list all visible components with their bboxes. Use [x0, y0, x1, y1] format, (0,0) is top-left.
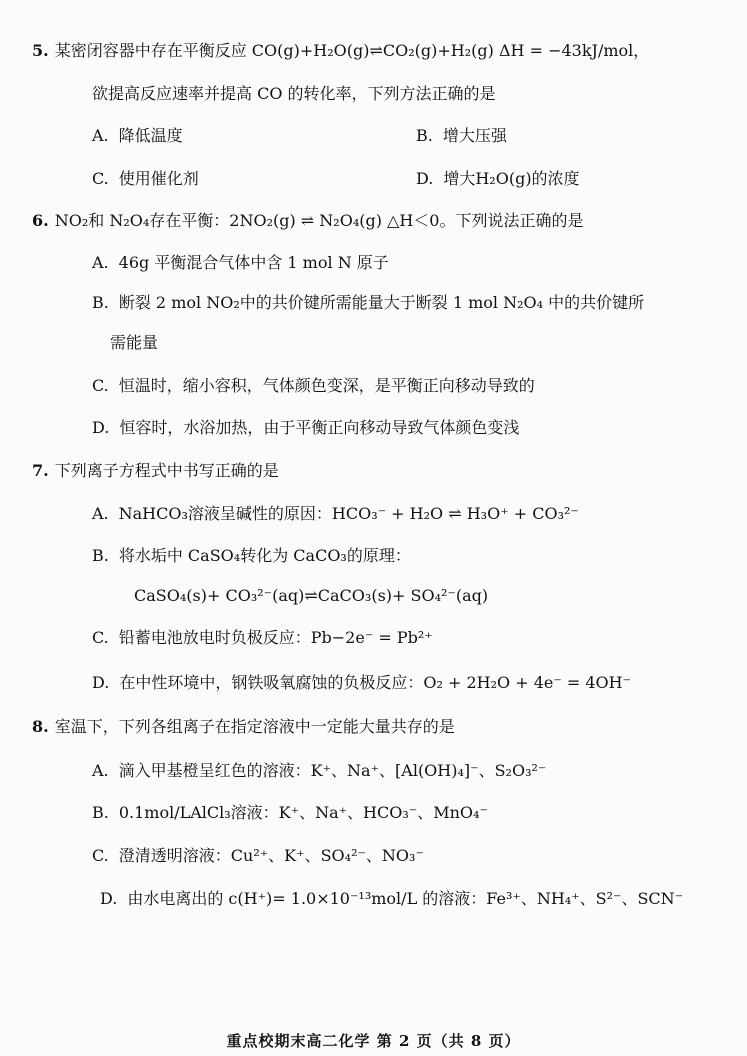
question-number: 6.	[32, 211, 49, 230]
stem-text: NO₂和 N₂O₄存在平衡：2NO₂(g) ⇌ N₂O₄(g) △H＜0。下列说法正确的是	[54, 211, 584, 230]
option-label: B.	[92, 293, 109, 312]
option-6b	[92, 292, 644, 314]
stem-text: 下列离子方程式中书写正确的是	[54, 461, 279, 480]
option-5b	[416, 125, 507, 147]
option-7c	[92, 627, 433, 649]
question-number: 8.	[32, 717, 49, 736]
option-label: C.	[92, 628, 109, 647]
option-6d	[92, 417, 519, 439]
option-label: C.	[92, 846, 109, 865]
option-label: D.	[100, 889, 118, 908]
option-8a	[92, 760, 546, 782]
option-label: C.	[92, 169, 109, 188]
option-6b-cont	[110, 332, 158, 354]
option-text: 46g 平衡混合气体中含 1 mol N 原子	[118, 253, 389, 272]
page-footer: 重点校期末高二化学 第 2 页（共 8 页）	[226, 1032, 521, 1050]
option-label: A.	[92, 126, 109, 145]
option-text: 断裂 2 mol NO₂中的共价键所需能量大于断裂 1 mol N₂O₄ 中的共价键所	[118, 293, 645, 312]
question-number: 5.	[32, 41, 49, 60]
option-text: 将水垢中 CaSO₄转化为 CaCO₃的原理：	[118, 546, 411, 565]
option-text: 铅蓄电池放电时负极反应：Pb−2e⁻ = Pb²⁺	[118, 628, 433, 647]
option-6c	[92, 375, 535, 397]
question-number: 7.	[32, 461, 49, 480]
option-label: D.	[92, 418, 110, 437]
option-text: 在中性环境中，钢铁吸氧腐蚀的负极反应：O₂ + 2H₂O + 4e⁻ = 4OH⁻	[119, 673, 632, 692]
option-text: 恒容时，水浴加热，由于平衡正向移动导致气体颜色变浅	[119, 418, 520, 437]
option-text: 0.1mol/LAlCl₃溶液：K⁺、Na⁺、HCO₃⁻、MnO₄⁻	[118, 803, 488, 822]
option-8c	[92, 845, 424, 867]
option-text: 由水电离出的 c(H⁺)= 1.0×10⁻¹³mol/L 的溶液：Fe³⁺、NH₄⁺、S²⁻、SCN⁻	[127, 889, 684, 908]
option-5c	[92, 168, 199, 190]
option-8d	[100, 888, 683, 910]
option-text: 使用催化剂	[118, 169, 199, 188]
option-7b-equation	[134, 585, 488, 607]
question-7-stem	[32, 460, 279, 482]
option-text: 降低温度	[118, 126, 183, 145]
option-label: A.	[92, 253, 109, 272]
question-5-stem-cont	[92, 83, 496, 105]
option-6a	[92, 252, 389, 274]
option-label: B.	[92, 803, 109, 822]
option-label: B.	[92, 546, 109, 565]
option-7d	[92, 672, 631, 694]
option-8b	[92, 802, 488, 824]
question-6-stem	[32, 210, 583, 232]
option-5d	[416, 168, 580, 190]
equation-text: CaSO₄(s)+ CO₃²⁻(aq)⇌CaCO₃(s)+ SO₄²⁻(aq)	[134, 586, 489, 605]
option-text: 需能量	[110, 333, 159, 352]
question-5-stem	[32, 40, 649, 62]
option-text: NaHCO₃溶液呈碱性的原因：HCO₃⁻ + H₂O ⇌ H₃O⁺ + CO₃²⁻	[118, 504, 579, 523]
option-text: 澄清透明溶液：Cu²⁺、K⁺、SO₄²⁻、NO₃⁻	[118, 846, 424, 865]
option-label: C.	[92, 376, 109, 395]
option-label: A.	[92, 504, 109, 523]
stem-text: 某密闭容器中存在平衡反应 CO(g)+H₂O(g)⇌CO₂(g)+H₂(g) ΔH = −43kJ/mol，	[54, 41, 650, 60]
stem-text: 欲提高反应速率并提高 CO 的转化率，下列方法正确的是	[92, 84, 496, 103]
option-label: D.	[416, 169, 434, 188]
option-label: D.	[92, 673, 110, 692]
option-label: B.	[416, 126, 433, 145]
stem-text: 室温下，下列各组离子在指定溶液中一定能大量共存的是	[54, 717, 455, 736]
option-7a	[92, 503, 579, 525]
option-5a	[92, 125, 183, 147]
option-label: A.	[92, 761, 109, 780]
option-text: 增大压强	[442, 126, 507, 145]
question-8-stem	[32, 716, 455, 738]
option-text: 增大H₂O(g)的浓度	[443, 169, 580, 188]
option-text: 滴入甲基橙呈红色的溶液：K⁺、Na⁺、[Al(OH)₄]⁻、S₂O₃²⁻	[118, 761, 547, 780]
option-7b	[92, 545, 411, 567]
option-text: 恒温时，缩小容积，气体颜色变深，是平衡正向移动导致的	[118, 376, 535, 395]
